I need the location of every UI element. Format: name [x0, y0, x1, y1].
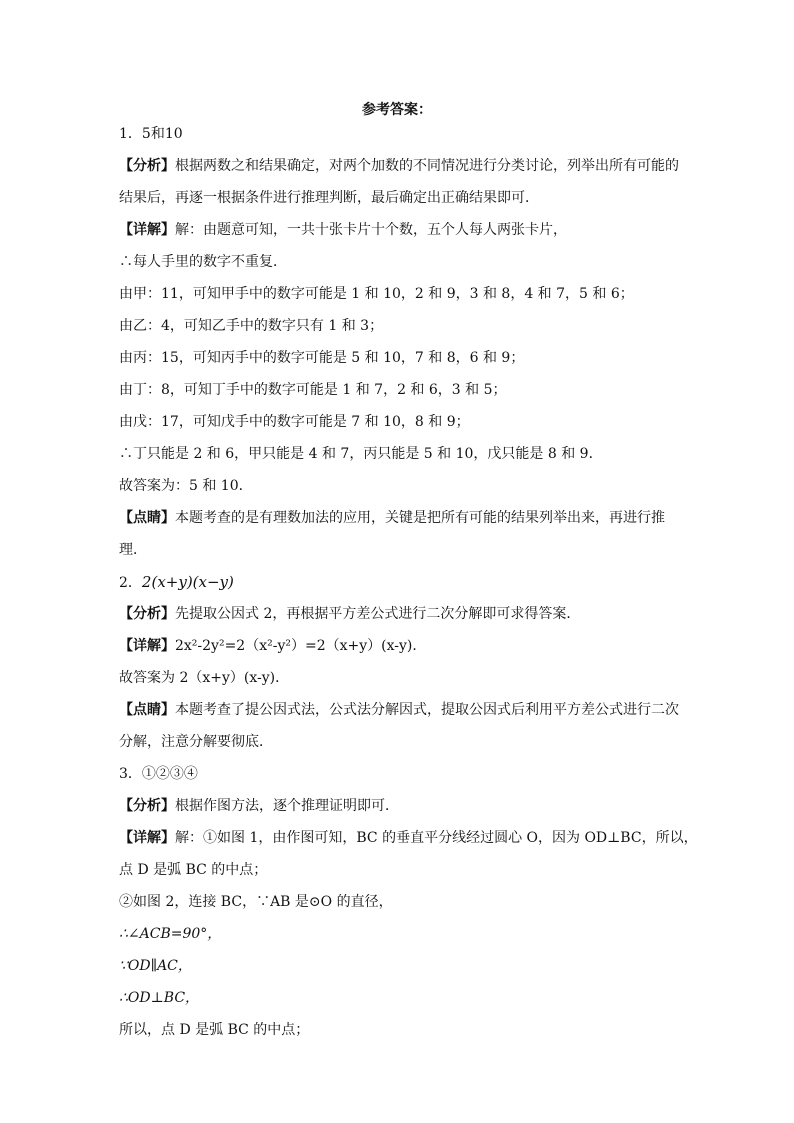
q1-detail-line-8: ∴丁只能是 2 和 6，甲只能是 4 和 7，丙只能是 5 和 10，戊只能是 8 和 9．	[119, 446, 603, 462]
analysis-text: 先提取公因式 2，再根据平方差公式进行二次分解即可求得答案．	[175, 606, 581, 622]
q1-detail-line-5: 由丙：15，可知丙手中的数字可能是 5 和 10，7 和 8，6 和 9；	[119, 350, 525, 366]
q1-detail-line-4: 由乙：4，可知乙手中的数字只有 1 和 3；	[119, 318, 384, 334]
q1-detail-line-2: ∴每人手里的数字不重复．	[119, 254, 287, 270]
q2-number: 2．	[119, 575, 142, 591]
q2-answer	[119, 572, 234, 593]
comment-text: 本题考查了提公因式法，公式法分解因式，提取公因式后利用平方差公式进行二次	[175, 702, 679, 718]
analysis-tag: 【分析】	[119, 606, 175, 622]
q1-detail-line-9: 故答案为：5 和 10．	[119, 478, 253, 494]
q1-detail-line-1	[119, 220, 567, 240]
q1-detail-line-6: 由丁：8，可知丁手中的数字可能是 1 和 7，2 和 6，3 和 5；	[119, 382, 507, 398]
q1-comment-line-2: 理．	[119, 542, 147, 558]
q3-detail-line-1	[119, 828, 698, 848]
q3-detail-line-2: 点 D 是弧 BC 的中点；	[119, 862, 268, 878]
analysis-text: 根据作图方法，逐个推理证明即可．	[175, 798, 399, 814]
q1-comment-line-1	[119, 508, 665, 528]
detail-text: 解：①如图 1，由作图可知，BC 的垂直平分线经过圆心 O，因为 OD⊥BC，所以，	[175, 830, 698, 846]
q2-answer-formula: 2(x+y)(x−y)	[141, 573, 234, 591]
comment-text: 本题考查的是有理数加法的应用，关键是把所有可能的结果列举出来，再进行推	[175, 510, 665, 526]
q1-detail-line-7: 由戊：17，可知戊手中的数字可能是 7 和 10，8 和 9；	[119, 414, 470, 430]
q1-answer: 1．5和10	[119, 126, 183, 142]
q1-analysis-line-2: 结果后，再逐一根据条件进行推理判断，最后确定出正确结果即可．	[119, 190, 539, 206]
page-title: 参考答案：	[362, 102, 432, 118]
comment-tag: 【点睛】	[119, 510, 175, 526]
q3-analysis-line	[119, 796, 399, 816]
q3-detail-line-5: ∵OD∥AC，	[119, 958, 192, 974]
q3-detail-line-4: ∴∠ACB=90°，	[119, 926, 222, 942]
q3-detail-line-3: ②如图 2，连接 BC，∵AB 是⊙O 的直径，	[119, 894, 393, 910]
q2-detail-line-1	[119, 636, 426, 656]
comment-tag: 【点睛】	[119, 702, 175, 718]
detail-tag: 【详解】	[119, 638, 175, 654]
q3-detail-line-6: ∴OD⊥BC，	[119, 990, 200, 1006]
detail-tag: 【详解】	[119, 222, 175, 238]
q1-analysis-line-1	[119, 156, 679, 176]
q2-comment-line-2: 分解，注意分解要彻底．	[119, 734, 273, 750]
detail-text: 解：由题意可知，一共十张卡片十个数，五个人每人两张卡片，	[175, 222, 567, 238]
q2-analysis-line	[119, 604, 580, 624]
q3-detail-line-7: 所以，点 D 是弧 BC 的中点；	[119, 1022, 310, 1038]
analysis-text: 根据两数之和结果确定，对两个加数的不同情况进行分类讨论，列举出所有可能的	[175, 158, 679, 174]
detail-tag: 【详解】	[119, 830, 175, 846]
q2-detail-line-2: 故答案为 2（x+y）(x-y)．	[119, 670, 290, 686]
q2-comment-line-1	[119, 700, 679, 720]
q3-answer: 3．①②③④	[119, 766, 198, 782]
detail-text: 2x²-2y²=2（x²-y²）=2（x+y）(x-y)．	[175, 638, 427, 654]
analysis-tag: 【分析】	[119, 798, 175, 814]
analysis-tag: 【分析】	[119, 158, 175, 174]
q1-detail-line-3: 由甲：11，可知甲手中的数字可能是 1 和 10，2 和 9，3 和 8，4 和 7，5 和 6；	[119, 286, 634, 302]
